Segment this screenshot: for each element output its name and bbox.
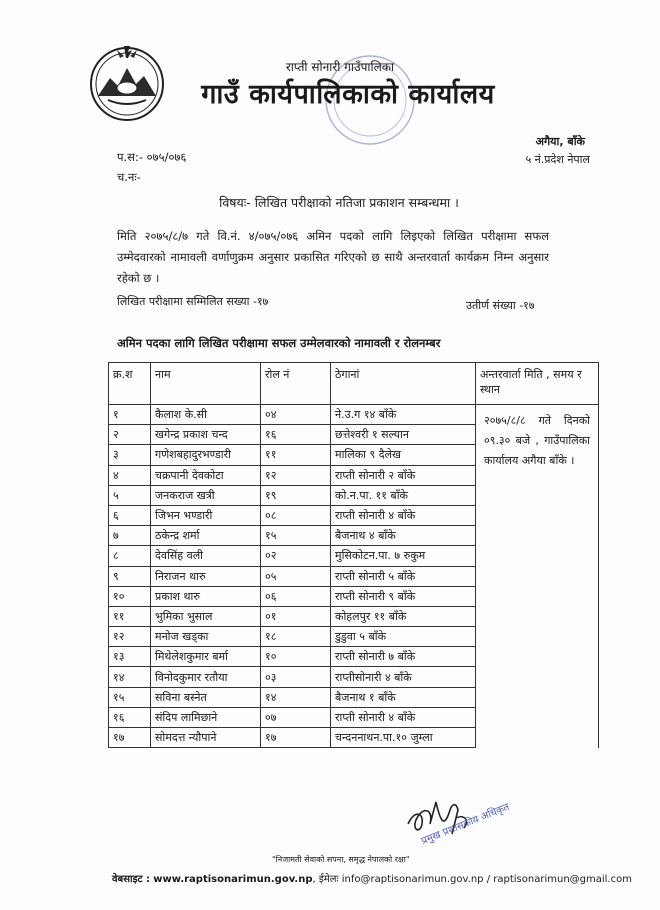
cell-serial: १० [109,586,151,606]
cell-name: प्रकाश थारु [151,586,261,606]
cell-roll: १४ [261,687,331,707]
cell-address: कोहलपुर ११ बाँके [331,606,476,626]
cell-serial: ४ [109,465,151,485]
table-title: अमिन पदका लागि लिखित परीक्षामा सफल उम्मेलवारको नामावली र रोलनम्बर [117,336,441,350]
website-label: वेबसाइट : [112,874,151,885]
cell-address: डुडुवा ५ बाँके [331,627,476,647]
header-interview: अन्तरवार्ता मिति , समय र स्थान [476,363,599,405]
cell-roll: ०६ [261,586,331,606]
cell-address: राप्ती सोनारी ४ बाँके [331,505,476,525]
officer-stamp: प्रमुख प्रशासकीय अधिकृत [419,801,512,848]
header-roll: रोल नं [261,363,331,405]
cell-serial: १५ [109,687,151,707]
cell-roll: ०१ [261,606,331,626]
header-address: ठेगानां [331,363,476,405]
cell-roll: १२ [261,465,331,485]
cell-name: मिथेलेशकुमार बर्मा [151,647,261,667]
cell-address: राप्ती सोनारी २ बाँके [331,465,476,485]
cell-name: कैलाश के.सी [151,405,261,425]
cell-roll: ०५ [261,566,331,586]
cell-name: विनोदकुमार रतौया [151,667,261,687]
footer-motto: "निजामती सेवाको सपना, समृद्ध नेपालको रक्षा" [272,855,410,864]
cell-roll: १७ [261,728,331,748]
cell-address: राप्तीसोनारी ४ बाँके [331,667,476,687]
appeared-count: लिखित परीक्षामा सम्मिलित सख्या -१७ [117,295,269,308]
cell-address: चन्दननाथन.पा.१० जुम्ला [331,728,476,748]
header-name: नाम [151,363,261,405]
cell-serial: १२ [109,627,151,647]
cell-address: बैजनाथ ४ बाँके [331,526,476,546]
cell-roll: ०३ [261,667,331,687]
subject-label: विषयः- [219,195,251,210]
cell-roll: ०२ [261,546,331,566]
cell-name: निराजन थारु [151,566,261,586]
email-label: , ईमेलः [312,874,339,885]
cell-name: गणेशबहादुरभण्डारी [151,445,261,465]
cell-serial: ७ [109,526,151,546]
letter-number: प.स:- ०७५/०७६ [117,150,187,164]
cell-roll: १५ [261,526,331,546]
subject-text: लिखित परीक्षाको नतिजा प्रकाशन सम्बन्धमा । [254,195,459,210]
cell-serial: ९ [109,566,151,586]
cell-roll: ११ [261,445,331,465]
footer-contact [112,871,632,885]
cell-serial: १४ [109,667,151,687]
dispatch-number: च.नः- [117,170,141,184]
email-separator: / [483,874,494,885]
cell-roll: १० [261,647,331,667]
cell-serial: ११ [109,606,151,626]
cell-serial: ३ [109,445,151,465]
cell-address: राप्ती सोनारी ५ बाँके [331,566,476,586]
cell-roll: १९ [261,485,331,505]
cell-name: मनोज खड्का [151,627,261,647]
cell-name: संदिप लामिछाने [151,707,261,727]
cell-roll: ०४ [261,405,331,425]
result-table [108,362,599,748]
table-row [109,405,599,425]
cell-address: राप्ती सोनारी ९ बाँके [331,586,476,606]
cell-serial: २ [109,425,151,445]
cell-name: सोमदत्त न्यौपाने [151,728,261,748]
municipality-name: राप्ती सोनारी गाउँपालिका [285,60,395,74]
cell-serial: ८ [109,546,151,566]
cell-name: सविना बस्नेत [151,687,261,707]
office-title: गाउँ कार्यपालिकाको कार्यालय [201,79,495,110]
cell-roll: ०७ [261,707,331,727]
cell-name: खगेन्द्र प्रकाश चन्द [151,425,261,445]
email-link-secondary[interactable]: raptisonarimun@gmail.com [493,874,632,885]
cell-name: भुमिका भुसाल [151,606,261,626]
cell-address: छत्तेश्वरी १ सल्यान [331,425,476,445]
website-link[interactable]: www.raptisonarimun.gov.np [153,874,313,885]
body-paragraph: मिति २०७५/८/७ गते वि.नं. ४/०७५/०७६ अमिन पदको लागि लिइएको लिखित परीक्षामा सफल उम्मेदवारको नामावली वर्णाणुक्रम अनुसार प्रकासित गरिएको छ साथै अन्तरवार्ता कार्यक्रम निम्न अनुसार रहेको छ । [117,229,549,285]
cell-name: चक्रपानी देवकोटा [151,465,261,485]
cell-address: राप्ती सोनारी ४ बाँके [331,707,476,727]
cell-name: जिभन भण्डारी [151,505,261,525]
cell-address: को.न.पा. ११ बाँके [331,485,476,505]
header-serial: क्र.श [109,363,151,405]
cell-address: मालिका ९ दैलेख [331,445,476,465]
cell-roll: ०८ [261,505,331,525]
cell-interview: २०७५/८/८ गते दिनको ०९.३० बजे , गाउँपालिका कार्यालय अगैया बाँके । [476,405,599,748]
cell-serial: १७ [109,728,151,748]
table-header-row [109,363,599,405]
cell-serial: ५ [109,485,151,505]
cell-serial: १ [109,405,151,425]
cell-serial: १६ [109,707,151,727]
office-province: ५ नं.प्रदेश नेपाल [525,153,590,166]
cell-name: जनकराज खत्री [151,485,261,505]
cell-name: देवसिंह वली [151,546,261,566]
cell-address: राप्ती सोनारी ७ बाँके [331,647,476,667]
cell-address: ने.उ.ग १४ बाँके [331,405,476,425]
cell-roll: १८ [261,627,331,647]
cell-name: ठकेन्द्र शर्मा [151,526,261,546]
cell-address: मुसिकोटन.पा. ७ रुकुम [331,546,476,566]
cell-address: बैजनाथ १ बाँके [331,687,476,707]
cell-serial: १३ [109,647,151,667]
cell-roll: १६ [261,425,331,445]
cell-serial: ६ [109,505,151,525]
subject-line [0,194,660,211]
passed-count: उतीर्ण संख्या -१७ [466,299,535,312]
email-link-primary[interactable]: info@raptisonarimun.gov.np [341,874,484,885]
office-location: अगैया, बाँके [535,135,585,148]
